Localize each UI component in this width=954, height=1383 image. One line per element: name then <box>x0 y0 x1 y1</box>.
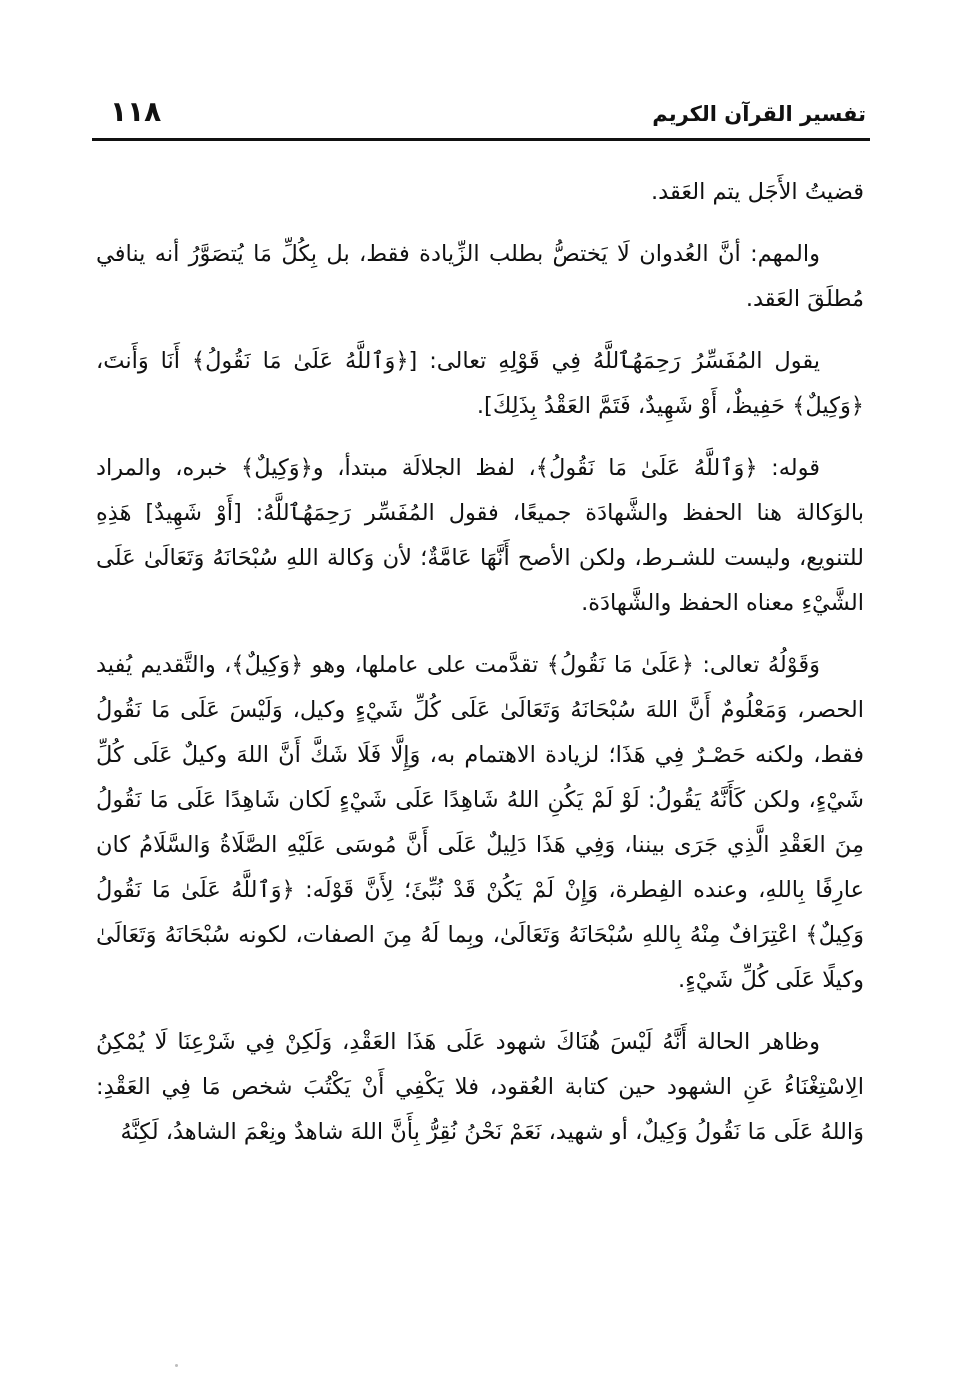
page-header <box>92 92 870 144</box>
paragraph-5: وَقَوْلُهُ تعالى: ﴿عَلَىٰ مَا نَقُولُ﴾ تقدَّمت على عاملها، وهو ﴿وَكِيلٌ﴾، والتَّقديم يُفيد الحصر، وَمَعْلُومٌ أَنَّ اللهَ سُبْحَانَهُ وَتَعَالَىٰ عَلَى كُلِّ شَيْءٍ وكيل، وَلَيْسَ عَلَى مَا نَقُولُ فقط، ولكنه حَصْـرٌ فِي هَذَا؛ لزيادة الاهتمام به، وَإِلَّا فَلَا شَكَّ أَنَّ اللهَ وكيلٌ عَلَى كُلِّ شَيْءٍ، ولكن كَأَنَّهُ يَقُولُ: لَوْ لَمْ يَكُنِ اللهُ شَاهِدًا عَلَى شَيْءٍ لَكان شَاهِدًا عَلَى مَا نَقُولُ مِنَ العَقْدِ الَّذِي جَرَى بيننا، وَفِي هَذَا دَلِيلٌ عَلَى أَنَّ مُوسَى عَلَيْهِ الصَّلَاةُ وَالسَّلَامُ كان عارِفًا بِاللهِ، وعنده الفِطرة، وَإِنْ لَمْ يَكُنْ قَدْ نُبِّئَ؛ لِأَنَّ قَوْلَه: ﴿وَٱللَّهُ عَلَىٰ مَا نَقُولُ وَكِيلٌ﴾ اعْتِرَافٌ مِنْهُ بِاللهِ سُبْحَانَهُ وَتَعَالَىٰ، وبِما لَهُ مِنَ الصفات، لكونه سُبْحَانَهُ وَتَعَالَىٰ وكيلًا عَلَى كُلِّ شَيْءٍ. <box>96 652 864 993</box>
running-title: تفسير القرآن الكريم <box>652 102 866 126</box>
scan-speck <box>175 1364 178 1367</box>
paragraph-1: قضيتُ الأَجَل يتم العَقد. <box>651 179 864 205</box>
paragraph-2: والمهم: أنَّ العُدوان لَا يَختصُّ بطلب الزِّيادة فقط، بل بِكُلِّ مَا يُتصَوَّرُ أنه ينافي مُطلَقَ العَقد. <box>96 241 864 312</box>
page-number: ١١٨ <box>110 95 162 128</box>
header-rule <box>92 138 870 141</box>
paragraph-3: يقول المُفَسِّرُ رَحِمَهُٱللَّهُ فِي قَوْلِهِ تعالى: [﴿وَٱللَّهُ عَلَىٰ مَا نَقُولُ﴾ أَنَا وَأَنتَ، ﴿وَكِيلٌ﴾ حَفِيظٌ، أَوْ شَهِيدٌ، فَتَمَّ العَقْدُ بِذَلِكَ]. <box>96 348 864 419</box>
paragraph-4: قوله: ﴿وَٱللَّهُ عَلَىٰ مَا نَقُولُ﴾، لفظ الجلالَة مبتدأ، و﴿وَكِيلٌ﴾ خبره، والمراد بالوَكالة هنا الحفظ والشَّهادَة جميعًا، فقول المُفَسِّر رَحِمَهُٱللَّهُ: [أَوْ شَهِيدٌ] هَذِهِ للتنويع، وليست للشـرط، ولكن الأصح أَنَّهَا عَامَّةٌ؛ لأن وَكالة اللهِ سُبْحَانَهُ وَتَعَالَىٰ عَلَى الشَّيْءِ معناه الحفظ والشَّهادَة. <box>96 455 864 616</box>
body-text <box>96 170 864 1370</box>
paragraph-6: وظاهر الحالة أَنَّهُ لَيْسَ هُنَاكَ شهود عَلَى هَذَا العَقْدِ، وَلَكِنْ فِي شَرْعِنَا لَا يُمْكِنُ الِاسْتِغْنَاءُ عَنِ الشهود حين كتابة العُقود، فلا يَكْفِي أَنْ يَكْتُبَ شخص مَا فِي العَقْدِ: وَاللهُ عَلَى مَا نَقُولُ وَكِيلٌ، أو شهيد، نَعَمْ نَحْنُ نُقِرُّ بِأَنَّ اللهَ شاهدٌ ونِعْمَ الشاهدُ، لَكِنَّهُ <box>96 1029 864 1145</box>
